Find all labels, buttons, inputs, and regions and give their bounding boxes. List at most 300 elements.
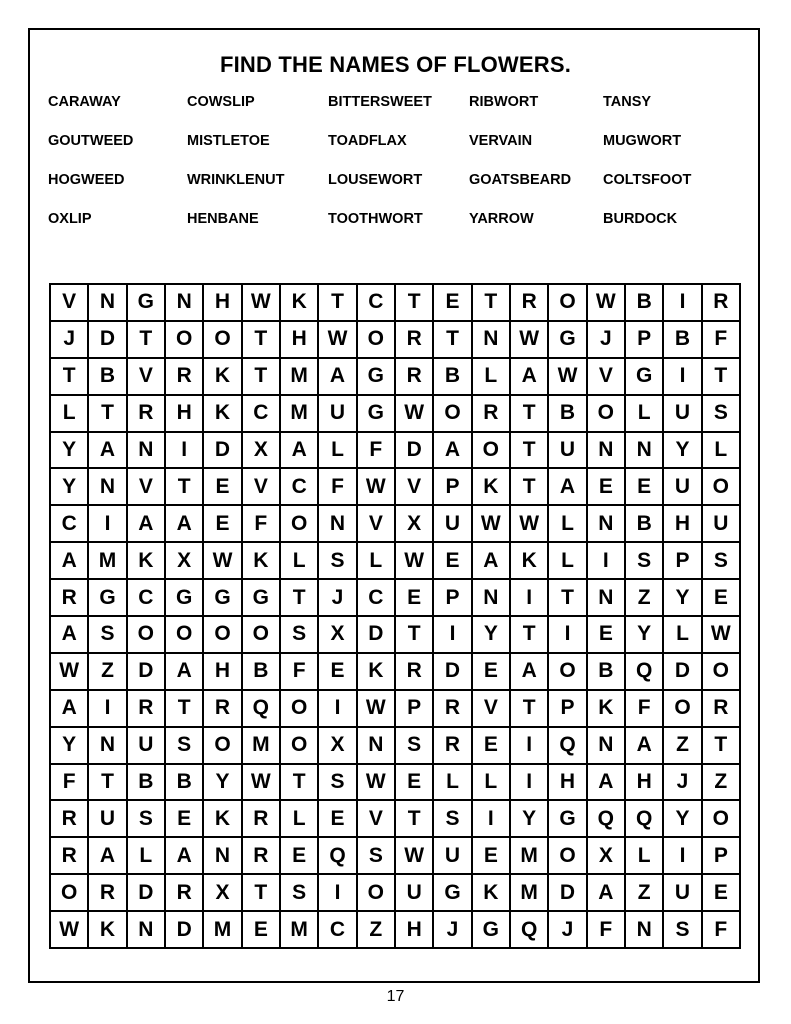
grid-cell[interactable]: R bbox=[243, 838, 281, 875]
grid-cell[interactable]: T bbox=[89, 396, 127, 433]
grid-cell[interactable]: L bbox=[434, 765, 472, 802]
grid-cell[interactable]: D bbox=[128, 654, 166, 691]
grid-cell[interactable]: W bbox=[473, 506, 511, 543]
grid-cell[interactable]: N bbox=[89, 285, 127, 322]
grid-cell[interactable]: B bbox=[588, 654, 626, 691]
grid-cell[interactable]: N bbox=[588, 580, 626, 617]
grid-cell[interactable]: I bbox=[664, 359, 702, 396]
grid-cell[interactable]: Z bbox=[626, 580, 664, 617]
grid-cell[interactable]: E bbox=[434, 285, 472, 322]
grid-cell[interactable]: S bbox=[281, 875, 319, 912]
grid-cell[interactable]: U bbox=[89, 801, 127, 838]
grid-cell[interactable]: E bbox=[588, 469, 626, 506]
grid-cell[interactable]: N bbox=[626, 912, 664, 949]
grid-cell[interactable]: R bbox=[51, 801, 89, 838]
grid-cell[interactable]: U bbox=[664, 469, 702, 506]
grid-cell[interactable]: H bbox=[204, 654, 242, 691]
grid-cell[interactable]: A bbox=[588, 765, 626, 802]
grid-cell[interactable]: S bbox=[703, 543, 741, 580]
grid-cell[interactable]: T bbox=[281, 580, 319, 617]
grid-cell[interactable]: N bbox=[166, 285, 204, 322]
grid-cell[interactable]: W bbox=[358, 765, 396, 802]
grid-cell[interactable]: W bbox=[511, 322, 549, 359]
grid-cell[interactable]: H bbox=[281, 322, 319, 359]
grid-cell[interactable]: U bbox=[549, 433, 587, 470]
grid-cell[interactable]: P bbox=[703, 838, 741, 875]
grid-cell[interactable]: C bbox=[358, 580, 396, 617]
grid-cell[interactable]: T bbox=[166, 469, 204, 506]
grid-cell[interactable]: Z bbox=[703, 765, 741, 802]
grid-cell[interactable]: S bbox=[626, 543, 664, 580]
grid-cell[interactable]: O bbox=[549, 285, 587, 322]
grid-cell[interactable]: O bbox=[703, 801, 741, 838]
grid-cell[interactable]: W bbox=[243, 285, 281, 322]
grid-cell[interactable]: R bbox=[396, 654, 434, 691]
grid-cell[interactable]: O bbox=[549, 838, 587, 875]
grid-cell[interactable]: F bbox=[358, 433, 396, 470]
grid-cell[interactable]: G bbox=[473, 912, 511, 949]
grid-cell[interactable]: G bbox=[358, 359, 396, 396]
grid-cell[interactable]: Q bbox=[511, 912, 549, 949]
grid-cell[interactable]: A bbox=[51, 543, 89, 580]
grid-cell[interactable]: O bbox=[281, 691, 319, 728]
grid-cell[interactable]: I bbox=[434, 617, 472, 654]
grid-cell[interactable]: Y bbox=[51, 728, 89, 765]
grid-cell[interactable]: R bbox=[128, 691, 166, 728]
grid-cell[interactable]: Q bbox=[626, 801, 664, 838]
grid-cell[interactable]: Y bbox=[204, 765, 242, 802]
grid-cell[interactable]: I bbox=[89, 506, 127, 543]
grid-cell[interactable]: O bbox=[128, 617, 166, 654]
grid-cell[interactable]: E bbox=[319, 654, 357, 691]
grid-cell[interactable]: L bbox=[281, 543, 319, 580]
grid-cell[interactable]: N bbox=[588, 506, 626, 543]
grid-cell[interactable]: J bbox=[51, 322, 89, 359]
grid-cell[interactable]: B bbox=[664, 322, 702, 359]
grid-cell[interactable]: B bbox=[89, 359, 127, 396]
grid-cell[interactable]: S bbox=[664, 912, 702, 949]
grid-cell[interactable]: N bbox=[588, 433, 626, 470]
grid-cell[interactable]: Q bbox=[549, 728, 587, 765]
grid-cell[interactable]: K bbox=[204, 801, 242, 838]
grid-cell[interactable]: W bbox=[588, 285, 626, 322]
grid-cell[interactable]: D bbox=[664, 654, 702, 691]
grid-cell[interactable]: Z bbox=[664, 728, 702, 765]
grid-cell[interactable]: V bbox=[588, 359, 626, 396]
grid-cell[interactable]: W bbox=[703, 617, 741, 654]
grid-cell[interactable]: R bbox=[434, 691, 472, 728]
grid-cell[interactable]: I bbox=[664, 838, 702, 875]
grid-cell[interactable]: T bbox=[166, 691, 204, 728]
grid-cell[interactable]: L bbox=[128, 838, 166, 875]
grid-cell[interactable]: D bbox=[549, 875, 587, 912]
grid-cell[interactable]: F bbox=[703, 912, 741, 949]
grid-cell[interactable]: T bbox=[511, 617, 549, 654]
grid-cell[interactable]: X bbox=[166, 543, 204, 580]
grid-cell[interactable]: U bbox=[434, 838, 472, 875]
grid-cell[interactable]: B bbox=[626, 506, 664, 543]
grid-cell[interactable]: X bbox=[319, 617, 357, 654]
grid-cell[interactable]: R bbox=[511, 285, 549, 322]
grid-cell[interactable]: T bbox=[128, 322, 166, 359]
grid-cell[interactable]: E bbox=[473, 654, 511, 691]
grid-cell[interactable]: D bbox=[434, 654, 472, 691]
grid-cell[interactable]: Q bbox=[588, 801, 626, 838]
grid-cell[interactable]: W bbox=[511, 506, 549, 543]
grid-cell[interactable]: I bbox=[664, 285, 702, 322]
grid-cell[interactable]: A bbox=[89, 838, 127, 875]
grid-cell[interactable]: L bbox=[281, 801, 319, 838]
grid-cell[interactable]: A bbox=[511, 654, 549, 691]
grid-cell[interactable]: X bbox=[243, 433, 281, 470]
grid-cell[interactable]: E bbox=[204, 469, 242, 506]
grid-cell[interactable]: E bbox=[166, 801, 204, 838]
grid-cell[interactable]: K bbox=[281, 285, 319, 322]
grid-cell[interactable]: K bbox=[89, 912, 127, 949]
grid-cell[interactable]: V bbox=[243, 469, 281, 506]
grid-cell[interactable]: T bbox=[319, 285, 357, 322]
grid-cell[interactable]: W bbox=[396, 838, 434, 875]
grid-cell[interactable]: N bbox=[626, 433, 664, 470]
grid-cell[interactable]: P bbox=[549, 691, 587, 728]
grid-cell[interactable]: D bbox=[358, 617, 396, 654]
grid-cell[interactable]: Y bbox=[51, 469, 89, 506]
grid-cell[interactable]: I bbox=[588, 543, 626, 580]
grid-cell[interactable]: F bbox=[588, 912, 626, 949]
grid-cell[interactable]: Y bbox=[51, 433, 89, 470]
grid-cell[interactable]: L bbox=[703, 433, 741, 470]
grid-cell[interactable]: D bbox=[166, 912, 204, 949]
grid-cell[interactable]: O bbox=[204, 617, 242, 654]
grid-cell[interactable]: G bbox=[358, 396, 396, 433]
grid-cell[interactable]: E bbox=[396, 580, 434, 617]
grid-cell[interactable]: G bbox=[89, 580, 127, 617]
grid-cell[interactable]: S bbox=[434, 801, 472, 838]
grid-cell[interactable]: S bbox=[281, 617, 319, 654]
grid-cell[interactable]: N bbox=[588, 728, 626, 765]
grid-cell[interactable]: A bbox=[166, 654, 204, 691]
grid-cell[interactable]: N bbox=[319, 506, 357, 543]
grid-cell[interactable]: G bbox=[204, 580, 242, 617]
grid-cell[interactable]: F bbox=[243, 506, 281, 543]
grid-cell[interactable]: X bbox=[396, 506, 434, 543]
grid-cell[interactable]: M bbox=[281, 912, 319, 949]
grid-cell[interactable]: J bbox=[664, 765, 702, 802]
grid-cell[interactable]: E bbox=[703, 580, 741, 617]
grid-cell[interactable]: S bbox=[319, 765, 357, 802]
grid-cell[interactable]: F bbox=[703, 322, 741, 359]
grid-cell[interactable]: A bbox=[51, 617, 89, 654]
grid-cell[interactable]: Y bbox=[626, 617, 664, 654]
grid-cell[interactable]: J bbox=[319, 580, 357, 617]
grid-cell[interactable]: E bbox=[204, 506, 242, 543]
grid-cell[interactable]: I bbox=[473, 801, 511, 838]
grid-cell[interactable]: G bbox=[128, 285, 166, 322]
grid-cell[interactable]: I bbox=[89, 691, 127, 728]
grid-cell[interactable]: W bbox=[358, 691, 396, 728]
grid-cell[interactable]: R bbox=[243, 801, 281, 838]
grid-cell[interactable]: A bbox=[51, 691, 89, 728]
grid-cell[interactable]: R bbox=[166, 359, 204, 396]
grid-cell[interactable]: A bbox=[473, 543, 511, 580]
grid-cell[interactable]: R bbox=[396, 322, 434, 359]
grid-cell[interactable]: G bbox=[243, 580, 281, 617]
grid-cell[interactable]: U bbox=[434, 506, 472, 543]
grid-cell[interactable]: N bbox=[473, 580, 511, 617]
grid-cell[interactable]: E bbox=[473, 838, 511, 875]
grid-cell[interactable]: Q bbox=[319, 838, 357, 875]
grid-cell[interactable]: O bbox=[664, 691, 702, 728]
grid-cell[interactable]: B bbox=[243, 654, 281, 691]
grid-cell[interactable]: G bbox=[626, 359, 664, 396]
grid-cell[interactable]: D bbox=[89, 322, 127, 359]
grid-cell[interactable]: L bbox=[319, 433, 357, 470]
grid-cell[interactable]: A bbox=[128, 506, 166, 543]
grid-cell[interactable]: E bbox=[243, 912, 281, 949]
grid-cell[interactable]: M bbox=[281, 396, 319, 433]
grid-cell[interactable]: L bbox=[358, 543, 396, 580]
grid-cell[interactable]: O bbox=[204, 322, 242, 359]
grid-cell[interactable]: V bbox=[128, 469, 166, 506]
grid-cell[interactable]: O bbox=[434, 396, 472, 433]
grid-cell[interactable]: Y bbox=[511, 801, 549, 838]
grid-cell[interactable]: U bbox=[128, 728, 166, 765]
grid-cell[interactable]: N bbox=[128, 912, 166, 949]
grid-cell[interactable]: I bbox=[511, 580, 549, 617]
grid-cell[interactable]: K bbox=[588, 691, 626, 728]
grid-cell[interactable]: T bbox=[243, 359, 281, 396]
grid-cell[interactable]: E bbox=[434, 543, 472, 580]
grid-cell[interactable]: D bbox=[204, 433, 242, 470]
grid-cell[interactable]: V bbox=[473, 691, 511, 728]
grid-cell[interactable]: A bbox=[549, 469, 587, 506]
grid-cell[interactable]: A bbox=[511, 359, 549, 396]
grid-cell[interactable]: O bbox=[703, 654, 741, 691]
grid-cell[interactable]: E bbox=[473, 728, 511, 765]
grid-cell[interactable]: E bbox=[396, 765, 434, 802]
grid-cell[interactable]: E bbox=[588, 617, 626, 654]
grid-cell[interactable]: F bbox=[319, 469, 357, 506]
grid-cell[interactable]: B bbox=[166, 765, 204, 802]
grid-cell[interactable]: O bbox=[51, 875, 89, 912]
grid-cell[interactable]: Q bbox=[243, 691, 281, 728]
grid-cell[interactable]: W bbox=[51, 912, 89, 949]
grid-cell[interactable]: W bbox=[51, 654, 89, 691]
grid-cell[interactable]: H bbox=[204, 285, 242, 322]
grid-cell[interactable]: T bbox=[511, 469, 549, 506]
grid-cell[interactable]: A bbox=[281, 433, 319, 470]
grid-cell[interactable]: S bbox=[128, 801, 166, 838]
grid-cell[interactable]: V bbox=[128, 359, 166, 396]
grid-cell[interactable]: Z bbox=[89, 654, 127, 691]
grid-cell[interactable]: N bbox=[89, 728, 127, 765]
grid-cell[interactable]: C bbox=[319, 912, 357, 949]
grid-cell[interactable]: F bbox=[281, 654, 319, 691]
grid-cell[interactable]: P bbox=[664, 543, 702, 580]
grid-cell[interactable]: P bbox=[396, 691, 434, 728]
grid-cell[interactable]: O bbox=[281, 728, 319, 765]
grid-cell[interactable]: E bbox=[281, 838, 319, 875]
grid-cell[interactable]: T bbox=[396, 617, 434, 654]
grid-cell[interactable]: P bbox=[434, 580, 472, 617]
grid-cell[interactable]: V bbox=[358, 506, 396, 543]
grid-cell[interactable]: H bbox=[166, 396, 204, 433]
grid-cell[interactable]: Z bbox=[626, 875, 664, 912]
grid-cell[interactable]: D bbox=[128, 875, 166, 912]
grid-cell[interactable]: R bbox=[51, 580, 89, 617]
grid-cell[interactable]: F bbox=[626, 691, 664, 728]
grid-cell[interactable]: L bbox=[549, 543, 587, 580]
grid-cell[interactable]: R bbox=[204, 691, 242, 728]
grid-cell[interactable]: T bbox=[703, 728, 741, 765]
grid-cell[interactable]: F bbox=[51, 765, 89, 802]
grid-cell[interactable]: C bbox=[281, 469, 319, 506]
grid-cell[interactable]: W bbox=[549, 359, 587, 396]
grid-cell[interactable]: K bbox=[128, 543, 166, 580]
grid-cell[interactable]: C bbox=[358, 285, 396, 322]
grid-cell[interactable]: L bbox=[626, 838, 664, 875]
grid-cell[interactable]: J bbox=[549, 912, 587, 949]
grid-cell[interactable]: K bbox=[204, 359, 242, 396]
grid-cell[interactable]: S bbox=[166, 728, 204, 765]
grid-cell[interactable]: G bbox=[549, 801, 587, 838]
grid-cell[interactable]: T bbox=[243, 322, 281, 359]
grid-cell[interactable]: M bbox=[511, 838, 549, 875]
grid-cell[interactable]: M bbox=[243, 728, 281, 765]
grid-cell[interactable]: H bbox=[549, 765, 587, 802]
grid-cell[interactable]: T bbox=[511, 691, 549, 728]
grid-cell[interactable]: U bbox=[703, 506, 741, 543]
grid-cell[interactable]: K bbox=[243, 543, 281, 580]
grid-cell[interactable]: T bbox=[434, 322, 472, 359]
grid-cell[interactable]: T bbox=[511, 433, 549, 470]
grid-cell[interactable]: K bbox=[358, 654, 396, 691]
grid-cell[interactable]: N bbox=[89, 469, 127, 506]
grid-cell[interactable]: A bbox=[319, 359, 357, 396]
grid-cell[interactable]: U bbox=[664, 875, 702, 912]
grid-cell[interactable]: C bbox=[243, 396, 281, 433]
grid-cell[interactable]: O bbox=[703, 469, 741, 506]
grid-cell[interactable]: Y bbox=[664, 801, 702, 838]
grid-cell[interactable]: S bbox=[396, 728, 434, 765]
grid-cell[interactable]: K bbox=[511, 543, 549, 580]
grid-cell[interactable]: R bbox=[473, 396, 511, 433]
grid-cell[interactable]: W bbox=[319, 322, 357, 359]
grid-cell[interactable]: B bbox=[549, 396, 587, 433]
grid-cell[interactable]: T bbox=[511, 396, 549, 433]
grid-cell[interactable]: A bbox=[89, 433, 127, 470]
grid-cell[interactable]: W bbox=[396, 396, 434, 433]
grid-cell[interactable]: T bbox=[396, 285, 434, 322]
grid-cell[interactable]: S bbox=[358, 838, 396, 875]
grid-cell[interactable]: A bbox=[626, 728, 664, 765]
grid-cell[interactable]: O bbox=[204, 728, 242, 765]
grid-cell[interactable]: T bbox=[243, 875, 281, 912]
grid-cell[interactable]: Y bbox=[473, 617, 511, 654]
grid-cell[interactable]: R bbox=[396, 359, 434, 396]
grid-cell[interactable]: W bbox=[204, 543, 242, 580]
grid-cell[interactable]: U bbox=[396, 875, 434, 912]
grid-cell[interactable]: I bbox=[549, 617, 587, 654]
grid-cell[interactable]: T bbox=[473, 285, 511, 322]
grid-cell[interactable]: S bbox=[89, 617, 127, 654]
grid-cell[interactable]: B bbox=[128, 765, 166, 802]
grid-cell[interactable]: K bbox=[473, 469, 511, 506]
grid-cell[interactable]: V bbox=[51, 285, 89, 322]
grid-cell[interactable]: H bbox=[396, 912, 434, 949]
grid-cell[interactable]: Y bbox=[664, 580, 702, 617]
grid-cell[interactable]: A bbox=[434, 433, 472, 470]
grid-cell[interactable]: T bbox=[396, 801, 434, 838]
grid-cell[interactable]: C bbox=[51, 506, 89, 543]
grid-cell[interactable]: W bbox=[243, 765, 281, 802]
grid-cell[interactable]: L bbox=[549, 506, 587, 543]
grid-cell[interactable]: C bbox=[128, 580, 166, 617]
grid-cell[interactable]: O bbox=[358, 875, 396, 912]
grid-cell[interactable]: J bbox=[588, 322, 626, 359]
grid-cell[interactable]: O bbox=[281, 506, 319, 543]
grid-cell[interactable]: M bbox=[511, 875, 549, 912]
grid-cell[interactable]: I bbox=[319, 691, 357, 728]
grid-cell[interactable]: O bbox=[358, 322, 396, 359]
grid-cell[interactable]: H bbox=[626, 765, 664, 802]
grid-cell[interactable]: B bbox=[626, 285, 664, 322]
grid-cell[interactable]: P bbox=[434, 469, 472, 506]
grid-cell[interactable]: T bbox=[89, 765, 127, 802]
grid-cell[interactable]: O bbox=[549, 654, 587, 691]
grid-cell[interactable]: O bbox=[166, 617, 204, 654]
grid-cell[interactable]: N bbox=[473, 322, 511, 359]
grid-cell[interactable]: R bbox=[51, 838, 89, 875]
grid-cell[interactable]: M bbox=[281, 359, 319, 396]
grid-cell[interactable]: M bbox=[204, 912, 242, 949]
grid-cell[interactable]: W bbox=[396, 543, 434, 580]
grid-cell[interactable]: X bbox=[204, 875, 242, 912]
grid-cell[interactable]: H bbox=[664, 506, 702, 543]
grid-cell[interactable]: R bbox=[703, 691, 741, 728]
grid-cell[interactable]: L bbox=[51, 396, 89, 433]
grid-cell[interactable]: T bbox=[51, 359, 89, 396]
grid-cell[interactable]: E bbox=[319, 801, 357, 838]
grid-cell[interactable]: U bbox=[319, 396, 357, 433]
grid-cell[interactable]: D bbox=[396, 433, 434, 470]
grid-cell[interactable]: T bbox=[281, 765, 319, 802]
grid-cell[interactable]: R bbox=[128, 396, 166, 433]
grid-cell[interactable]: B bbox=[434, 359, 472, 396]
grid-cell[interactable]: A bbox=[166, 506, 204, 543]
grid-cell[interactable]: G bbox=[166, 580, 204, 617]
grid-cell[interactable]: T bbox=[703, 359, 741, 396]
grid-cell[interactable]: K bbox=[204, 396, 242, 433]
grid-cell[interactable]: V bbox=[396, 469, 434, 506]
grid-cell[interactable]: K bbox=[473, 875, 511, 912]
grid-cell[interactable]: O bbox=[473, 433, 511, 470]
grid-cell[interactable]: L bbox=[473, 765, 511, 802]
grid-cell[interactable]: W bbox=[358, 469, 396, 506]
grid-cell[interactable]: T bbox=[549, 580, 587, 617]
grid-cell[interactable]: S bbox=[319, 543, 357, 580]
grid-cell[interactable]: P bbox=[626, 322, 664, 359]
grid-cell[interactable]: I bbox=[511, 728, 549, 765]
grid-cell[interactable]: O bbox=[166, 322, 204, 359]
grid-cell[interactable]: V bbox=[358, 801, 396, 838]
grid-cell[interactable]: G bbox=[434, 875, 472, 912]
grid-cell[interactable]: G bbox=[549, 322, 587, 359]
grid-cell[interactable]: R bbox=[89, 875, 127, 912]
grid-cell[interactable]: N bbox=[128, 433, 166, 470]
grid-cell[interactable]: O bbox=[243, 617, 281, 654]
grid-cell[interactable]: L bbox=[626, 396, 664, 433]
